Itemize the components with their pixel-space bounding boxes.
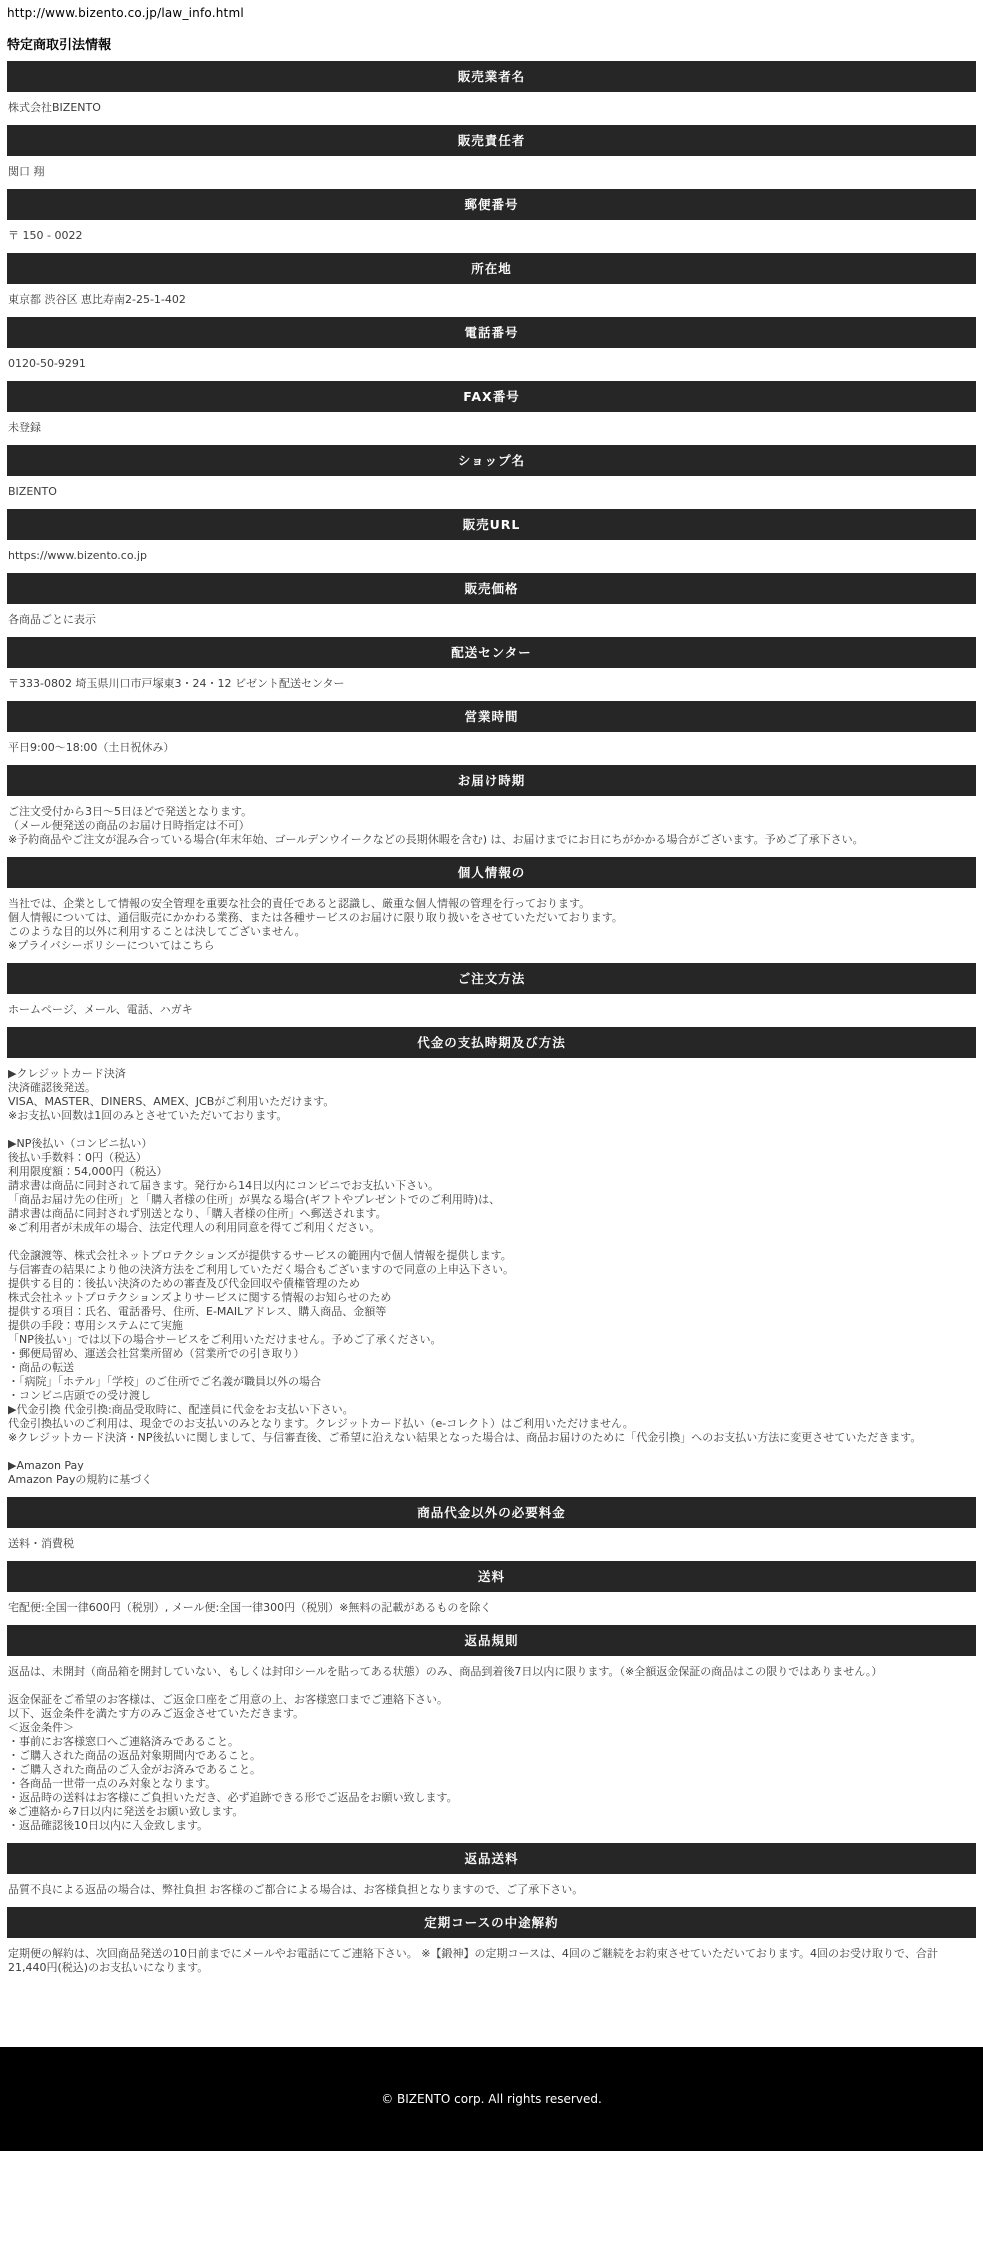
section-line: 代金引換払いのご利用は、現金でのお支払いのみとなります。クレジットカード払い（e-コレクト）はご利用いただけません。 [8, 1417, 634, 1430]
law-section [7, 1907, 976, 1985]
section-header-bar: 返品規則 [7, 1625, 976, 1656]
law-section [7, 1561, 976, 1625]
section-line: ・返品確認後10日以内に入金致します。 [8, 1819, 209, 1832]
section-line: 「NP後払い」では以下の場合サービスをご利用いただけません。予めご了承ください。 [8, 1333, 442, 1346]
section-line: 定期便の解約は、次回商品発送の10日前までにメールやお電話にてご連絡下さい。 ※【鍛神】の定期コースは、4回のご継続をお約束させていただいております。4回のお受け取りで、合計21,440円(税込)のお支払いになります。 [8, 1947, 938, 1974]
page-url-text: http://www.bizento.co.jp/law_info.html [7, 6, 244, 20]
section-line: 利用限度額：54,000円（税込） [8, 1165, 168, 1178]
section-line: 株式会社BIZENTO [8, 101, 101, 114]
law-info-sections [7, 61, 976, 1985]
law-section [7, 189, 976, 253]
section-line: 提供する項目：氏名、電話番号、住所、E-MAILアドレス、購入商品、金額等 [8, 1305, 387, 1318]
section-line: ご注文受付から3日〜5日ほどで発送となります。 [8, 805, 253, 818]
site-footer [0, 2047, 983, 2151]
section-line: 未登録 [8, 421, 41, 434]
blank-line [8, 1679, 975, 1693]
section-content [7, 1528, 976, 1561]
section-line: （メール便発送の商品のお届け日時指定は不可） [8, 819, 250, 832]
section-header-bar: 配送センター [7, 637, 976, 668]
section-content [7, 1874, 976, 1907]
section-line: ・ご購入された商品のご入金がお済みであること。 [8, 1763, 261, 1776]
section-content [7, 540, 976, 573]
blank-line [8, 1445, 975, 1459]
section-line: ※クレジットカード決済・NP後払いに関しまして、与信審査後、ご希望に沿えない結果となった場合は、商品お届けのために「代金引換」へのお支払い方法に変更させていただきます。 [8, 1431, 922, 1444]
law-section [7, 573, 976, 637]
section-line: ・郵便局留め、運送会社営業所留め（営業所での引き取り） [8, 1347, 305, 1360]
section-line: 東京都 渋谷区 恵比寿南2-25-1-402 [8, 293, 186, 306]
section-line: ※予約商品やご注文が混み合っている場合(年末年始、ゴールデンウイークなどの長期休暇を含む) は、お届けまでにお日にちがかかる場合がございます。予めご了承下さい。 [8, 833, 864, 846]
page-title: 特定商取引法情報 [7, 38, 112, 53]
law-section [7, 1843, 976, 1907]
section-line: ▶代金引換 代金引換:商品受取時に、配達員に代金をお支払い下さい。 [8, 1403, 354, 1416]
section-line: 送料・消費税 [8, 1537, 74, 1550]
section-line: 決済確認後発送。 [8, 1081, 96, 1094]
section-line: 0120-50-9291 [8, 357, 86, 370]
section-line: Amazon Payの規約に基づく [8, 1473, 153, 1486]
section-content [7, 412, 976, 445]
blank-line [8, 1123, 975, 1137]
law-section [7, 317, 976, 381]
section-line: ※ご連絡から7日以内に発送をお願い致します。 [8, 1805, 244, 1818]
section-content [7, 732, 976, 765]
section-header-bar: 所在地 [7, 253, 976, 284]
section-header-bar: 商品代金以外の必要料金 [7, 1497, 976, 1528]
section-line: 個人情報については、通信販売にかかわる業務、または各種サービスのお届けに限り取り扱いをさせていただいております。 [8, 911, 623, 924]
section-header-bar: 営業時間 [7, 701, 976, 732]
section-line: 提供する目的：後払い決済のための審査及び代金回収や債権管理のため [8, 1277, 360, 1290]
section-line: 「商品お届け先の住所」と「購入者様の住所」が異なる場合(ギフトやプレゼントでのご利用時)は、 [8, 1193, 501, 1206]
section-header-bar: 定期コースの中途解約 [7, 1907, 976, 1938]
section-line: ・各商品一世帯一点のみ対象となります。 [8, 1777, 217, 1790]
section-line: ・返品時の送料はお客様にご負担いただき、必ず追跡できる形でご返品をお願い致します。 [8, 1791, 458, 1804]
section-header-bar: 販売責任者 [7, 125, 976, 156]
section-line: 〒333-0802 埼玉県川口市戸塚東3・24・12 ビゼント配送センター [8, 677, 345, 690]
section-header-bar: 返品送料 [7, 1843, 976, 1874]
section-line: 代金譲渡等、株式会社ネットプロテクションズが提供するサービスの範囲内で個人情報を提供します。 [8, 1249, 512, 1262]
law-section [7, 1625, 976, 1843]
section-header-bar: お届け時期 [7, 765, 976, 796]
section-content [7, 220, 976, 253]
section-header-bar: 電話番号 [7, 317, 976, 348]
section-content [7, 604, 976, 637]
section-line: ホームページ、メール、電話、ハガキ [8, 1003, 193, 1016]
section-line: ・「病院」「ホテル」「学校」のご住所でご名義が職員以外の場合 [8, 1375, 321, 1388]
law-section [7, 61, 976, 125]
section-line: 当社では、企業として情報の安全管理を重要な社会的責任であると認識し、厳重な個人情報の管理を行っております。 [8, 897, 591, 910]
section-line: https://www.bizento.co.jp [8, 549, 147, 562]
section-line: ・事前にお客様窓口へご連絡済みであること。 [8, 1735, 239, 1748]
section-line: 返金保証をご希望のお客様は、ご返金口座をご用意の上、お客様窓口までご連絡下さい。 [8, 1693, 448, 1706]
section-line: 平日9:00〜18:00（土日祝休み） [8, 741, 175, 754]
section-line: ※プライバシーポリシーについてはこちら [8, 939, 215, 952]
section-content [7, 284, 976, 317]
section-line: 与信審査の結果により他の決済方法をご利用していただく場合もございますので同意の上申込下さい。 [8, 1263, 514, 1276]
section-content [7, 1058, 976, 1497]
section-header-bar: 個人情報の [7, 857, 976, 888]
section-line: ▶クレジットカード決済 [8, 1067, 126, 1080]
section-header-bar: 販売URL [7, 509, 976, 540]
law-section [7, 509, 976, 573]
copyright-text: © BIZENTO corp. All rights reserved. [381, 2092, 602, 2106]
section-header-bar: 販売業者名 [7, 61, 976, 92]
law-section [7, 253, 976, 317]
section-line: このような目的以外に利用することは決してございません。 [8, 925, 306, 938]
section-line: 提供の手段：専用システムにて実施 [8, 1319, 183, 1332]
section-line: 各商品ごとに表示 [8, 613, 96, 626]
section-header-bar: 送料 [7, 1561, 976, 1592]
section-line: 以下、返金条件を満たす方のみご返金させていただきます。 [8, 1707, 305, 1720]
law-section [7, 701, 976, 765]
section-header-bar: 代金の支払時期及び方法 [7, 1027, 976, 1058]
section-line: 請求書は商品に同封されて届きます。発行から14日以内にコンビニでお支払い下さい。 [8, 1179, 440, 1192]
section-content [7, 92, 976, 125]
section-line: 株式会社ネットプロテクションズよりサービスに関する情報のお知らせのため [8, 1291, 392, 1304]
section-line: ※お支払い回数は1回のみとさせていただいております。 [8, 1109, 288, 1122]
section-content [7, 994, 976, 1027]
law-section [7, 637, 976, 701]
section-line: ・コンビニ店頭での受け渡し [8, 1389, 151, 1402]
law-section [7, 963, 976, 1027]
law-section [7, 445, 976, 509]
section-content [7, 1938, 976, 1985]
section-line: BIZENTO [8, 485, 57, 498]
section-line: ▶NP後払い（コンビニ払い） [8, 1137, 153, 1150]
section-content [7, 796, 976, 857]
section-content [7, 1656, 976, 1843]
law-section [7, 857, 976, 963]
section-line: 〒 150 - 0022 [8, 229, 83, 242]
section-content [7, 156, 976, 189]
section-line: 宅配便:全国一律600円（税別）, メール便:全国一律300円（税別）※無料の記載があるものを除く [8, 1601, 492, 1614]
section-content [7, 348, 976, 381]
section-line: 請求書は商品に同封されず別送となり、「購入者様の住所」へ郵送されます。 [8, 1207, 387, 1220]
section-content [7, 888, 976, 963]
section-header-bar: 販売価格 [7, 573, 976, 604]
law-section [7, 765, 976, 857]
section-line: VISA、MASTER、DINERS、AMEX、JCBがご利用いただけます。 [8, 1095, 335, 1108]
section-content [7, 668, 976, 701]
law-section [7, 381, 976, 445]
section-line: ※ご利用者が未成年の場合、法定代理人の利用同意を得てご利用ください。 [8, 1221, 381, 1234]
section-line: 品質不良による返品の場合は、弊社負担 お客様のご都合による場合は、お客様負担となりますので、ご了承下さい。 [8, 1883, 584, 1896]
law-section [7, 1027, 976, 1497]
section-header-bar: 郵便番号 [7, 189, 976, 220]
section-line: ・ご購入された商品の返品対象期間内であること。 [8, 1749, 261, 1762]
section-line: 返品は、未開封（商品箱を開封していない、もしくは封印シールを貼ってある状態）のみ、商品到着後7日以内に限ります。（※全額返金保証の商品はこの限りではありません。） [8, 1665, 883, 1678]
section-line: ・商品の転送 [8, 1361, 74, 1374]
section-line: ＜返金条件＞ [8, 1721, 74, 1734]
section-header-bar: ご注文方法 [7, 963, 976, 994]
section-content [7, 1592, 976, 1625]
law-section [7, 125, 976, 189]
section-header-bar: FAX番号 [7, 381, 976, 412]
section-line: ▶Amazon Pay [8, 1459, 84, 1472]
blank-line [8, 1235, 975, 1249]
section-line: 関口 翔 [8, 165, 45, 178]
section-header-bar: ショップ名 [7, 445, 976, 476]
section-line: 後払い手数料：0円（税込） [8, 1151, 147, 1164]
law-section [7, 1497, 976, 1561]
section-content [7, 476, 976, 509]
